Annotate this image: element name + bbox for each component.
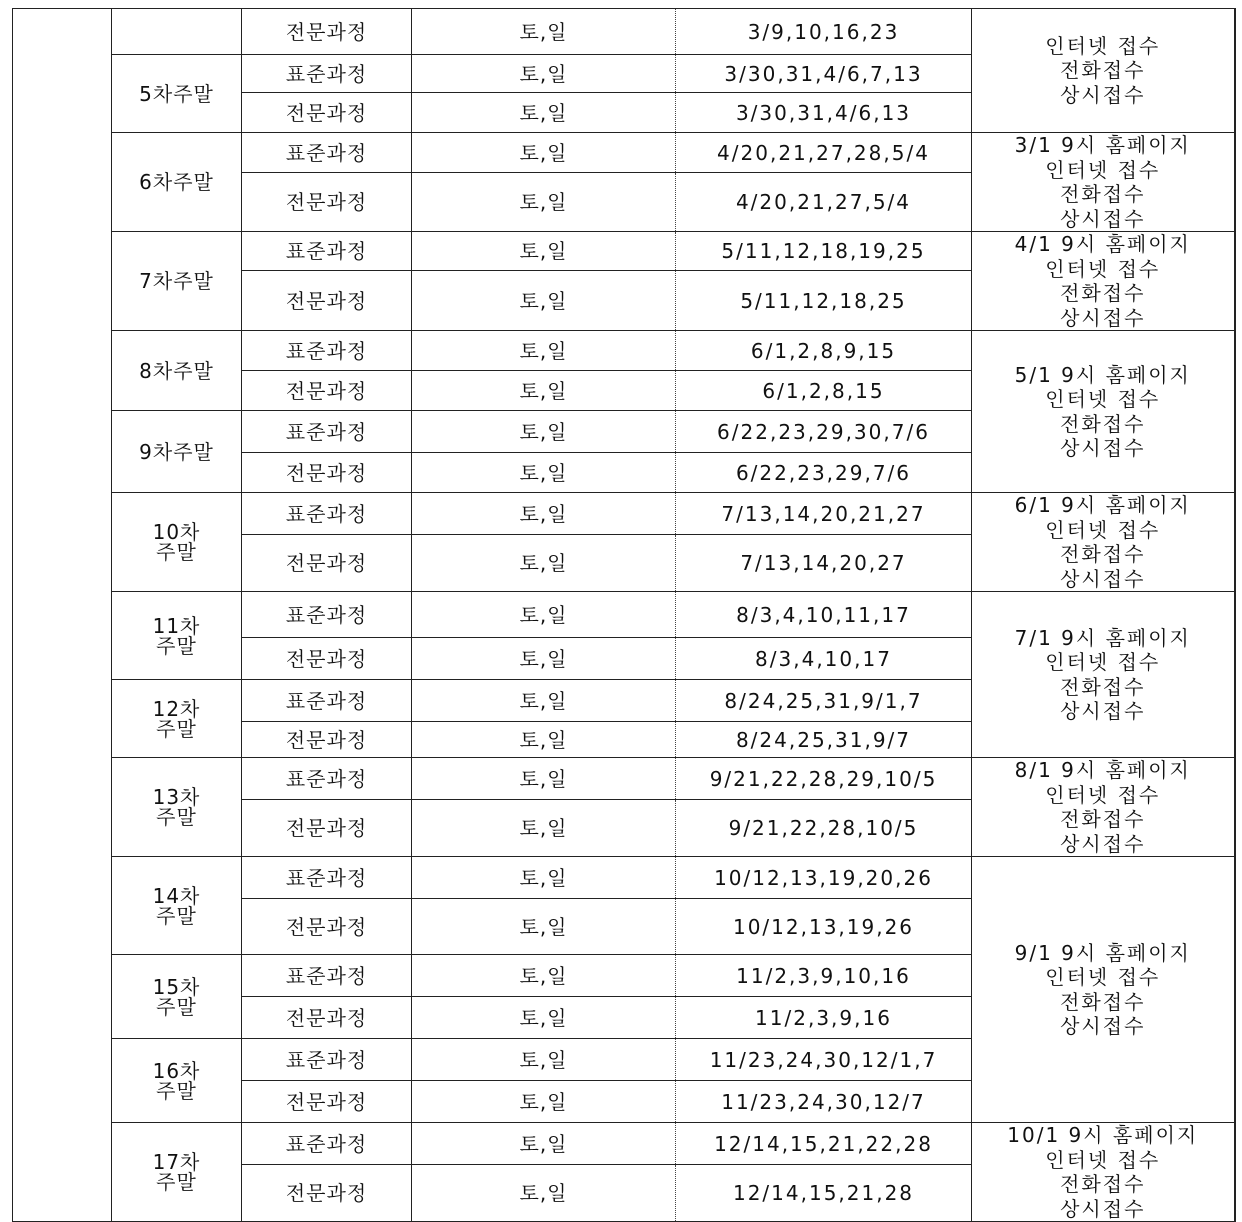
days-cell: 토,일 [412, 453, 676, 493]
dates-cell: 4/20,21,27,28,5/4 [676, 133, 972, 173]
days-cell: 토,일 [412, 232, 676, 271]
course-cell: 전문과정 [242, 371, 412, 411]
registration-note-line: 전화접수 [1060, 182, 1146, 206]
round-cell [112, 55, 242, 133]
table-row [13, 493, 1235, 535]
registration-note-line: 4/1 9시 홈페이지 [1014, 232, 1191, 256]
course-cell: 전문과정 [242, 453, 412, 493]
days-cell: 토,일 [412, 592, 676, 638]
round-label: 12차 [152, 696, 201, 721]
dates-cell: 8/24,25,31,9/1,7 [676, 680, 972, 722]
course-cell: 표준과정 [242, 411, 412, 453]
days-cell: 토,일 [412, 800, 676, 857]
registration-note-line: 인터넷 접수 [1045, 517, 1161, 542]
course-cell: 전문과정 [242, 722, 412, 758]
registration-note-line: 상시접수 [1060, 206, 1146, 231]
round-label: 11차 [152, 613, 201, 638]
course-cell: 전문과정 [242, 638, 412, 680]
round-label: 주말 [156, 1170, 197, 1194]
registration-note-line: 인터넷 접수 [1045, 1147, 1161, 1172]
registration-note-line: 전화접수 [1060, 1172, 1146, 1196]
days-cell: 토,일 [412, 680, 676, 722]
registration-note-line: 5/1 9시 홈페이지 [1014, 362, 1191, 387]
registration-note-line: 전화접수 [1060, 989, 1146, 1014]
registration-note-line: 10/1 9시 홈페이지 [1007, 1123, 1199, 1147]
course-cell: 표준과정 [242, 955, 412, 997]
days-cell: 토,일 [412, 857, 676, 899]
days-cell: 토,일 [412, 411, 676, 453]
course-cell: 전문과정 [242, 899, 412, 955]
round-cell [112, 680, 242, 758]
round-label: 주말 [156, 903, 197, 928]
dates-cell: 3/30,31,4/6,7,13 [676, 55, 972, 93]
round-cell [112, 9, 242, 55]
table-row [13, 331, 1235, 371]
course-cell: 표준과정 [242, 680, 412, 722]
registration-note-line: 전화접수 [1060, 281, 1146, 305]
dates-cell: 3/30,31,4/6,13 [676, 93, 972, 133]
round-cell [112, 857, 242, 955]
days-cell: 토,일 [412, 493, 676, 535]
round-cell [112, 331, 242, 411]
registration-note-cell [972, 133, 1235, 232]
registration-note-line: 상시접수 [1060, 699, 1146, 723]
round-cell [112, 1123, 242, 1222]
days-cell: 토,일 [412, 9, 676, 55]
table-row [13, 1123, 1235, 1165]
registration-note-cell [972, 592, 1235, 758]
round-cell [112, 411, 242, 493]
days-cell: 토,일 [412, 1123, 676, 1165]
course-cell: 전문과정 [242, 997, 412, 1039]
registration-note-line: 전화접수 [1060, 807, 1146, 831]
round-label: 10차 [152, 520, 201, 544]
registration-note-line: 인터넷 접수 [1045, 157, 1161, 182]
registration-note-line: 전화접수 [1060, 542, 1146, 566]
dates-cell: 7/13,14,20,27 [676, 535, 972, 592]
days-cell: 토,일 [412, 1081, 676, 1123]
course-cell: 전문과정 [242, 271, 412, 331]
round-cell [112, 955, 242, 1039]
registration-note-cell [972, 1123, 1235, 1222]
days-cell: 토,일 [412, 331, 676, 371]
round-cell [112, 1039, 242, 1123]
round-label: 7차주말 [139, 269, 214, 293]
table-row [13, 758, 1235, 800]
round-label: 8차주말 [139, 358, 214, 383]
course-cell: 전문과정 [242, 535, 412, 592]
table-row [13, 9, 1235, 55]
dates-cell: 11/2,3,9,10,16 [676, 955, 972, 997]
registration-note-line: 전화접수 [1060, 674, 1146, 699]
course-cell: 전문과정 [242, 1165, 412, 1222]
days-cell: 토,일 [412, 173, 676, 232]
course-cell: 표준과정 [242, 857, 412, 899]
round-label: 16차 [152, 1058, 201, 1083]
table-row [13, 592, 1235, 638]
round-label: 주말 [156, 805, 197, 829]
registration-note-cell [972, 9, 1235, 133]
course-cell: 표준과정 [242, 1123, 412, 1165]
dates-cell: 11/2,3,9,16 [676, 997, 972, 1039]
days-cell: 토,일 [412, 638, 676, 680]
course-cell: 표준과정 [242, 758, 412, 800]
registration-note-line: 상시접수 [1060, 1196, 1146, 1221]
round-label: 주말 [156, 1078, 197, 1103]
course-cell: 전문과정 [242, 800, 412, 857]
round-label: 6차주말 [139, 170, 214, 194]
registration-note-line: 상시접수 [1060, 82, 1146, 107]
registration-note-line: 인터넷 접수 [1045, 782, 1161, 807]
days-cell: 토,일 [412, 955, 676, 997]
registration-note-cell [972, 857, 1235, 1123]
registration-note-line: 전화접수 [1060, 58, 1146, 83]
dates-cell: 9/21,22,28,29,10/5 [676, 758, 972, 800]
course-cell: 전문과정 [242, 1081, 412, 1123]
round-cell [112, 133, 242, 232]
dates-cell: 6/22,23,29,7/6 [676, 453, 972, 493]
table-row [13, 133, 1235, 173]
dates-cell: 4/20,21,27,5/4 [676, 173, 972, 232]
dates-cell: 12/14,15,21,28 [676, 1165, 972, 1222]
dates-cell: 9/21,22,28,10/5 [676, 800, 972, 857]
registration-note-line: 6/1 9시 홈페이지 [1014, 493, 1191, 517]
days-cell: 토,일 [412, 535, 676, 592]
registration-note-cell [972, 493, 1235, 592]
dates-cell: 8/3,4,10,11,17 [676, 592, 972, 638]
dates-cell: 11/23,24,30,12/1,7 [676, 1039, 972, 1081]
registration-note-line: 상시접수 [1060, 831, 1146, 856]
registration-note-line: 인터넷 접수 [1045, 965, 1161, 989]
days-cell: 토,일 [412, 55, 676, 93]
dates-cell: 5/11,12,18,19,25 [676, 232, 972, 271]
dates-cell: 12/14,15,21,22,28 [676, 1123, 972, 1165]
registration-note-line: 전화접수 [1060, 411, 1146, 436]
dates-cell: 3/9,10,16,23 [676, 9, 972, 55]
round-label: 주말 [156, 540, 197, 564]
round-label: 주말 [156, 716, 197, 741]
registration-note-line: 9/1 9시 홈페이지 [1014, 940, 1191, 965]
table-row [13, 232, 1235, 271]
round-label: 13차 [152, 785, 201, 809]
course-cell: 표준과정 [242, 493, 412, 535]
registration-note-line: 7/1 9시 홈페이지 [1014, 625, 1191, 650]
blank-column-cell [13, 9, 112, 1222]
days-cell: 토,일 [412, 1165, 676, 1222]
registration-note-line: 상시접수 [1060, 1014, 1146, 1038]
registration-note-line: 3/1 9시 홈페이지 [1014, 133, 1191, 157]
dates-cell: 6/1,2,8,9,15 [676, 331, 972, 371]
days-cell: 토,일 [412, 371, 676, 411]
dates-cell: 10/12,13,19,20,26 [676, 857, 972, 899]
dates-cell: 7/13,14,20,21,27 [676, 493, 972, 535]
round-cell [112, 493, 242, 592]
days-cell: 토,일 [412, 899, 676, 955]
dates-cell: 8/3,4,10,17 [676, 638, 972, 680]
round-label: 15차 [152, 974, 201, 999]
registration-note-line: 상시접수 [1060, 305, 1146, 330]
registration-note-line: 상시접수 [1060, 436, 1146, 460]
dates-cell: 8/24,25,31,9/7 [676, 722, 972, 758]
days-cell: 토,일 [412, 93, 676, 133]
days-cell: 토,일 [412, 1039, 676, 1081]
days-cell: 토,일 [412, 997, 676, 1039]
round-cell [112, 232, 242, 331]
dates-cell: 6/22,23,29,30,7/6 [676, 411, 972, 453]
course-cell: 표준과정 [242, 55, 412, 93]
course-cell: 표준과정 [242, 1039, 412, 1081]
round-cell [112, 592, 242, 680]
dates-cell: 11/23,24,30,12/7 [676, 1081, 972, 1123]
course-cell: 전문과정 [242, 9, 412, 55]
round-label: 9차주말 [139, 439, 214, 464]
course-cell: 표준과정 [242, 592, 412, 638]
registration-note-line: 상시접수 [1060, 566, 1146, 591]
registration-note-line: 인터넷 접수 [1045, 256, 1161, 281]
dates-cell: 10/12,13,19,26 [676, 899, 972, 955]
round-label: 주말 [156, 633, 197, 658]
dates-cell: 6/1,2,8,15 [676, 371, 972, 411]
days-cell: 토,일 [412, 271, 676, 331]
dates-cell: 5/11,12,18,25 [676, 271, 972, 331]
round-label: 주말 [156, 994, 197, 1019]
schedule-sheet [12, 8, 1234, 1221]
registration-note-cell [972, 758, 1235, 857]
schedule-table [12, 8, 1236, 1222]
registration-note-line: 인터넷 접수 [1045, 387, 1161, 411]
registration-note-cell [972, 232, 1235, 331]
course-cell: 표준과정 [242, 331, 412, 371]
course-cell: 전문과정 [242, 173, 412, 232]
registration-note-cell [972, 331, 1235, 493]
course-cell: 표준과정 [242, 133, 412, 173]
registration-note-line: 인터넷 접수 [1045, 33, 1161, 58]
round-cell [112, 758, 242, 857]
days-cell: 토,일 [412, 758, 676, 800]
course-cell: 표준과정 [242, 232, 412, 271]
table-row [13, 857, 1235, 899]
round-label: 5차주말 [139, 81, 214, 106]
days-cell: 토,일 [412, 722, 676, 758]
round-label: 17차 [152, 1150, 201, 1174]
registration-note-line: 8/1 9시 홈페이지 [1014, 758, 1191, 782]
round-label: 14차 [152, 883, 201, 908]
registration-note-line: 인터넷 접수 [1045, 650, 1161, 674]
days-cell: 토,일 [412, 133, 676, 173]
course-cell: 전문과정 [242, 93, 412, 133]
